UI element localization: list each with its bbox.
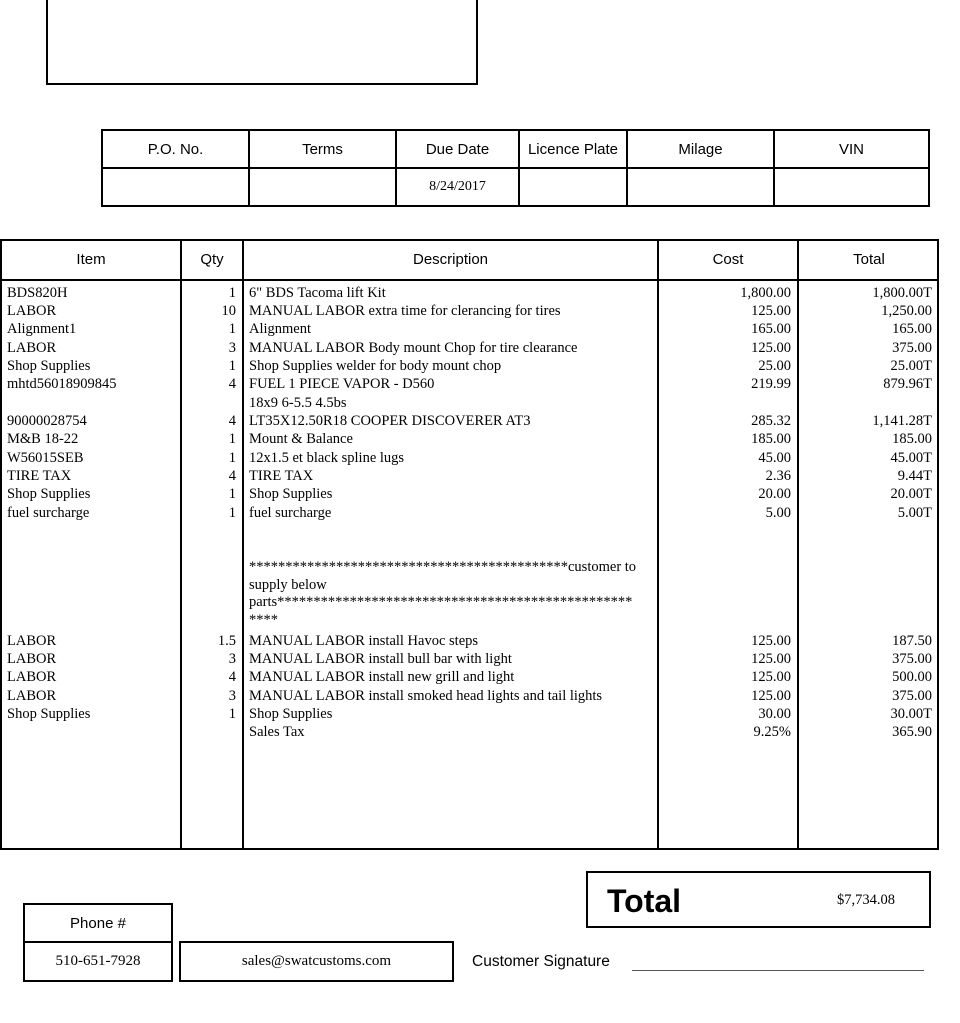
note-line [2,558,937,576]
item-cell: LABOR [7,687,57,704]
phone-value-box [23,941,173,982]
cost-cell: 125.00 [751,302,791,319]
phone-number: 510-651-7928 [55,953,141,969]
table-row [2,412,937,430]
description-cell: Shop Supplies [249,486,333,503]
terms-value [249,168,396,206]
item-cell: LABOR [7,302,57,319]
items-header-row [2,241,937,281]
qty-cell: 4 [228,669,236,686]
description-cell: fuel surcharge [249,504,332,521]
description-cell: MANUAL LABOR Body mount Chop for tire clearance [249,339,578,356]
due-date-value: 8/24/2017 [396,168,519,206]
cost-cell: 2.36 [765,468,791,484]
table-row [2,449,937,467]
po-number-value [102,168,249,206]
item-cell: TIRE TAX [7,468,72,484]
note-text: ********************************************customer to [249,559,637,575]
qty-cell: 1 [228,705,236,722]
description-cell: 12x1.5 et black spline lugs [249,449,405,466]
description-cell: MANUAL LABOR install Havoc steps [249,632,479,649]
description-cell: MANUAL LABOR install new grill and light [249,669,515,686]
total-value: $7,734.08 [837,892,895,908]
qty-cell: 1 [228,321,236,338]
table-row [2,284,937,302]
description-cell: Shop Supplies welder for body mount chop [249,357,502,374]
description-cell: MANUAL LABOR extra time for clerancing for tires [249,302,561,319]
due-date-header: Due Date [396,130,519,168]
item-header: Item [76,251,106,268]
note-text: parts************************************************* [249,594,633,610]
item-cell: Alignment1 [7,321,77,338]
qty-cell: 4 [228,412,236,429]
table-row [2,705,937,723]
invoice-info-table [101,129,930,207]
table-row [2,687,937,705]
qty-cell: 4 [228,468,236,484]
qty-cell: 3 [228,339,236,356]
description-cell: MANUAL LABOR install bull bar with light [249,650,512,667]
total-cell: 1,141.28T [872,412,932,429]
note-line [2,576,937,594]
total-cell: 45.00T [890,449,932,466]
cost-header: Cost [712,251,744,268]
total-cell: 1,800.00T [872,284,932,301]
total-cell: 500.00 [892,669,932,686]
item-cell: fuel surcharge [7,504,90,521]
cost-cell: 9.25% [753,724,791,741]
total-cell: 879.96T [883,376,932,393]
table-row [2,394,937,412]
total-cell: 365.90 [892,724,932,741]
cost-cell: 125.00 [751,339,791,356]
total-cell: 9.44T [897,468,932,484]
description-cell: 18x9 6-5.5 4.5bs [249,394,347,411]
item-cell: BDS820H [7,284,68,301]
cost-cell: 165.00 [751,321,791,338]
description-cell: TIRE TAX [249,468,314,484]
description-header: Description [412,251,489,268]
po-number-header: P.O. No. [102,130,249,168]
total-cell: 165.00 [892,321,932,338]
customer-signature-label: Customer Signature [472,953,610,970]
table-row [2,650,937,668]
email-box [179,941,454,982]
qty-cell: 3 [228,687,236,704]
total-cell: 185.00 [892,431,932,448]
qty-cell: 1 [228,504,236,521]
milage-value [627,168,774,206]
qty-cell: 1 [228,284,236,301]
total-cell: 20.00T [890,486,932,503]
total-cell: 30.00T [890,705,932,722]
item-cell: 90000028754 [7,412,87,429]
item-cell: LABOR [7,650,57,667]
total-cell: 5.00T [897,504,932,521]
item-cell: LABOR [7,669,57,686]
licence-plate-header: Licence Plate [519,130,627,168]
total-cell: 1,250.00 [881,302,932,319]
terms-header: Terms [249,130,396,168]
email-address: sales@swatcustoms.com [241,953,392,969]
total-cell: 25.00T [890,357,932,374]
description-cell: Sales Tax [249,724,305,741]
item-cell: mhtd56018909845 [7,376,117,393]
cost-cell: 30.00 [758,705,791,722]
table-row [2,467,937,485]
total-cell: 375.00 [892,687,932,704]
total-cell: 187.50 [892,632,932,649]
total-label: Total [607,883,682,919]
item-cell: W56015SEB [7,449,84,466]
address-box [46,0,478,85]
table-row [2,339,937,357]
info-header-row [102,130,929,168]
table-row [2,375,937,393]
table-row [2,723,937,741]
qty-cell: 1 [228,486,236,503]
item-cell: M&B 18-22 [7,431,79,448]
total-cell: 375.00 [892,650,932,667]
line-items-table [0,239,939,850]
qty-cell: 1 [228,449,236,466]
cost-cell: 219.99 [751,376,791,393]
item-cell: Shop Supplies [7,357,91,374]
vin-value [774,168,929,206]
cost-cell: 125.00 [751,650,791,667]
total-box [586,871,931,928]
table-row [2,320,937,338]
phone-label-box [23,903,173,943]
note-line [2,593,937,611]
licence-plate-value [519,168,627,206]
table-row [2,632,937,650]
description-cell: FUEL 1 PIECE VAPOR - D560 [249,376,435,393]
description-cell: MANUAL LABOR install smoked head lights and tail lights [249,687,603,704]
vin-header: VIN [774,130,929,168]
cost-cell: 45.00 [758,449,791,466]
qty-cell: 4 [228,376,236,393]
qty-cell: 1.5 [217,632,236,649]
signature-line [632,970,924,971]
cost-cell: 125.00 [751,669,791,686]
cost-cell: 185.00 [751,431,791,448]
cost-cell: 125.00 [751,687,791,704]
table-row [2,668,937,686]
table-row [2,485,937,503]
phone-label: Phone # [70,915,126,932]
qty-header: Qty [200,251,224,268]
cost-cell: 20.00 [758,486,791,503]
total-cell: 375.00 [892,339,932,356]
cost-cell: 5.00 [765,504,791,521]
note-text: **** [249,611,278,628]
description-cell: LT35X12.50R18 COOPER DISCOVERER AT3 [249,412,531,429]
item-cell: LABOR [7,339,57,356]
description-cell: Shop Supplies [249,705,333,722]
description-cell: Alignment [249,321,312,338]
item-cell: Shop Supplies [7,705,91,722]
cost-cell: 1,800.00 [740,284,791,301]
cost-cell: 285.32 [751,412,791,429]
note-line [2,611,937,629]
qty-cell: 10 [221,302,236,319]
cost-cell: 25.00 [758,357,791,374]
note-text: supply below [249,576,327,593]
cost-cell: 125.00 [751,632,791,649]
total-header: Total [853,251,885,268]
milage-header: Milage [627,130,774,168]
qty-cell: 1 [228,431,236,448]
qty-cell: 3 [228,650,236,667]
description-cell: 6" BDS Tacoma lift Kit [249,284,386,301]
item-cell: LABOR [7,632,57,649]
table-row [2,357,937,375]
qty-cell: 1 [228,357,236,374]
table-row [2,430,937,448]
table-row [2,302,937,320]
table-row [2,504,937,522]
item-cell: Shop Supplies [7,486,91,503]
info-value-row [102,168,929,206]
description-cell: Mount & Balance [249,431,353,448]
